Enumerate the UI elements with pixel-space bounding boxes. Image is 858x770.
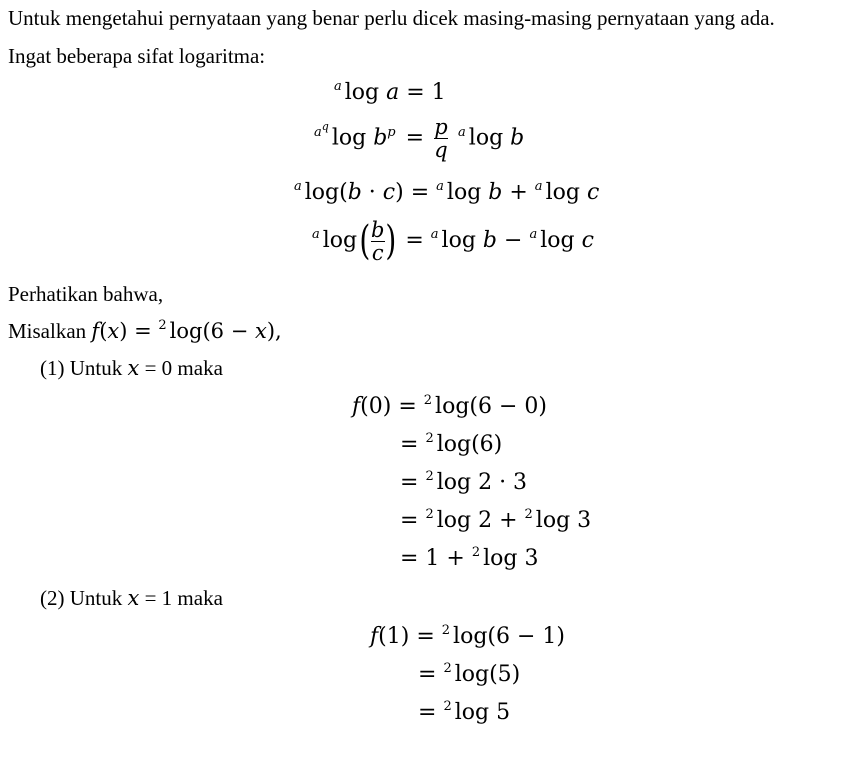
property-4-c2: c <box>581 228 594 253</box>
property-4-t1: log <box>441 228 476 253</box>
misalkan-prefix: Misalkan <box>8 319 92 343</box>
property-4-log: log <box>322 228 358 253</box>
intro-line-2: Ingat beberapa sifat logaritma: <box>8 44 266 68</box>
case-1-label: (1) Untuk x = 0 maka <box>40 356 223 380</box>
property-3-c2: c <box>586 180 600 205</box>
property-2-log2: log <box>468 125 504 151</box>
property-3-eq: = <box>403 180 437 205</box>
property-4-base2: a <box>430 227 439 242</box>
misalkan-base: 2 <box>158 318 167 333</box>
case-2-step-3: = $^2$ log 5 <box>418 699 511 725</box>
property-2-arg-exp: p <box>387 124 396 140</box>
property-2-eq: = <box>398 125 432 151</box>
property-1-base: a <box>334 79 342 94</box>
property-2-arg2: b <box>510 125 525 151</box>
property-3-t1: log <box>446 180 482 205</box>
case-1-step-5: = 1 + $^2$ log 3 <box>400 545 539 571</box>
property-4-den: c <box>371 240 384 265</box>
case-2-step-2: = $^2$ log(5) <box>418 661 521 687</box>
property-1-rhs: = 1 <box>399 80 446 105</box>
property-3-lhs: log( <box>304 180 348 205</box>
case-1-step-2: = $^2$ log(6) <box>400 431 503 457</box>
property-2-base-exp: q <box>321 119 329 133</box>
property-3-dot: · <box>361 180 383 205</box>
property-3-t2: log <box>545 180 580 205</box>
property-3-base3: a <box>534 179 543 194</box>
property-3-b: b <box>347 180 362 205</box>
property-3-b2: b <box>488 180 503 205</box>
case-1-step-4: = $^2$ log 2 + $^2$ log 3 <box>400 507 592 533</box>
property-1-arg: a <box>386 80 400 105</box>
property-4-num: b <box>371 217 385 242</box>
property-3 <box>294 180 599 209</box>
case-2-label: (2) Untuk x = 1 maka <box>40 586 223 610</box>
property-2-den: q <box>434 138 448 162</box>
property-4-eq: = <box>398 228 431 253</box>
property-3-c: c <box>382 180 396 205</box>
intro-line-1: Untuk mengetahui pernyataan yang benar perlu dicek masing-masing pernyataan yang ada. <box>8 6 775 30</box>
property-4: $^a$ log( $\frac{b}{c}$ ) = $^a$ log b − $^a$ log c <box>312 217 594 265</box>
property-4-minus: − <box>497 228 530 253</box>
perhatikan-text: Perhatikan bahwa, <box>8 282 164 306</box>
property-4-b2: b <box>482 228 498 253</box>
misalkan-math: f(x) = $^2$ log(6 − x), <box>91 318 282 343</box>
property-2 <box>314 116 524 161</box>
property-2-fraction <box>434 116 448 161</box>
misalkan-line <box>8 318 282 348</box>
property-3-base2: a <box>436 179 444 194</box>
property-2-log: log <box>331 125 367 151</box>
case-1-step-1: f(0) = $^2$ log(6 − 0) <box>352 393 547 419</box>
property-4-t2: log <box>540 228 575 253</box>
property-3-base: a <box>294 179 302 194</box>
case-1-step-3: = $^2$ log 2 · 3 <box>400 469 528 495</box>
property-2-base2: a <box>458 124 466 140</box>
property-4-fraction <box>371 219 385 264</box>
property-2-base: aq <box>314 119 329 140</box>
property-4-base3: a <box>529 227 538 242</box>
property-2-arg: b <box>373 125 388 151</box>
property-1-log: log <box>344 80 380 105</box>
property-1 <box>334 80 446 109</box>
property-4-base: a <box>312 227 320 242</box>
case-2-step-1: f(1) = $^2$ log(6 − 1) <box>370 623 565 649</box>
property-3-close: ) <box>395 180 404 205</box>
property-2-num: p <box>434 115 448 139</box>
property-3-plus: + <box>502 180 535 205</box>
